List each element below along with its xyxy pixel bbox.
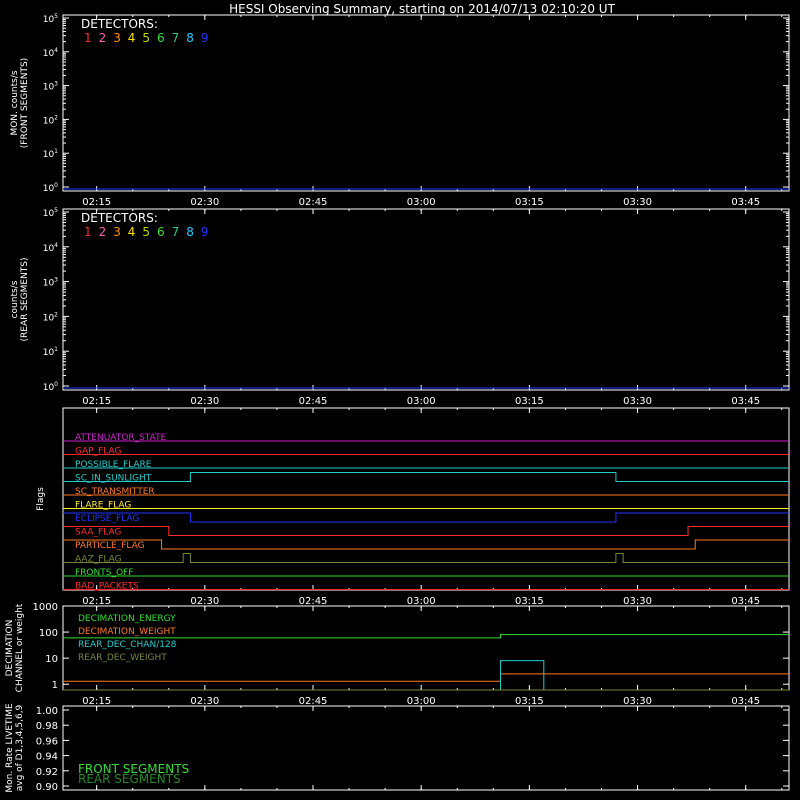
x-tick-label: 02:45 (298, 396, 328, 407)
series-line (63, 661, 789, 690)
y-tick-label: $10^2$ (42, 311, 58, 324)
flag-label: FRONTS_OFF (75, 568, 134, 578)
legend-entry: REAR_DEC_CHAN/128 (78, 640, 177, 650)
legend-detector-4: 4 (127, 225, 136, 239)
y-tick-label: $10^5$ (42, 207, 58, 219)
x-tick-label: 03:45 (731, 396, 761, 407)
legend-detector-2: 2 (98, 31, 107, 45)
flag-label: AAZ_FLAG (75, 554, 122, 565)
x-tick-label: 02:30 (190, 696, 220, 707)
y-axis-label: Flags (36, 487, 46, 511)
x-tick-label: 03:15 (514, 396, 544, 407)
y-axis-label: Mon. Rate LIVETIME (5, 703, 15, 793)
flag-line (63, 473, 789, 482)
flag-label: BAD_PACKETS (75, 581, 139, 592)
x-tick-label: 02:15 (82, 696, 112, 707)
flag-label: ATTENUATOR_STATE (75, 433, 167, 443)
flag-label: FLARE_FLAG (75, 500, 132, 511)
y-tick-label: 0.92 (35, 766, 58, 778)
legend-detector-4: 4 (127, 31, 136, 45)
panel-2 (36, 408, 789, 607)
y-tick-label: $10^1$ (42, 148, 58, 161)
legend-detector-9: 9 (200, 31, 209, 45)
x-tick-label: 03:30 (623, 197, 652, 208)
y-tick-label: 0.96 (35, 736, 58, 748)
panel-4 (5, 703, 789, 793)
x-tick-label: 03:45 (731, 596, 761, 607)
flag-label: POSSIBLE_FLARE (75, 460, 152, 470)
flag-label: ECLIPSE_FLAG (75, 514, 140, 524)
x-tick-label: 02:45 (298, 197, 328, 208)
x-tick-label: 03:00 (406, 596, 436, 607)
legend-detector-5: 5 (142, 31, 151, 45)
legend-detector-8: 8 (186, 225, 194, 239)
x-tick-label: 03:00 (406, 197, 436, 208)
x-tick-label: 02:30 (190, 396, 220, 407)
flag-label: PARTICLE_FLAG (75, 541, 145, 551)
legend-detector-1: 1 (84, 31, 92, 45)
figure-title: HESSI Observing Summary, starting on 2014/07/13 02:10:20 UT (229, 2, 615, 16)
x-tick-label: 02:30 (190, 197, 220, 208)
y-axis-label: counts/s (10, 280, 20, 319)
x-tick-label: 02:30 (190, 596, 220, 607)
legend-entry: REAR SEGMENTS (78, 772, 181, 786)
y-tick-label: 100 (38, 628, 58, 640)
x-tick-label: 02:15 (82, 396, 112, 407)
y-tick-label: $10^3$ (42, 276, 58, 289)
x-tick-label: 03:15 (514, 596, 544, 607)
y-tick-label: $10^2$ (42, 114, 58, 127)
flag-label: SAA_FLAG (75, 527, 122, 538)
flag-line (63, 540, 789, 549)
legend-entry: DECIMATION_WEIGHT (78, 627, 176, 637)
y-tick-label: $10^5$ (42, 13, 58, 25)
legend-title: DETECTORS: (81, 17, 158, 31)
flag-label: SC_TRANSMITTER (75, 487, 155, 497)
legend-detector-7: 7 (171, 31, 180, 45)
y-axis-label: (REAR SEGMENTS) (20, 257, 30, 342)
x-tick-label: 03:45 (731, 197, 761, 208)
legend-entry: DECIMATION_ENERGY (78, 614, 176, 624)
legend-detector-3: 3 (113, 31, 121, 45)
legend-detector-6: 6 (157, 225, 165, 239)
y-axis-label: (FRONT SEGMENTS) (20, 57, 30, 149)
y-tick-label: 0.94 (35, 751, 58, 763)
x-tick-label: 03:30 (623, 596, 652, 607)
legend-detector-1: 1 (84, 225, 92, 239)
y-tick-label: $10^4$ (42, 241, 58, 254)
x-tick-label: 02:15 (82, 197, 112, 208)
panel-0 (10, 13, 789, 208)
y-tick-label: 10 (45, 654, 58, 666)
panel-1 (10, 207, 789, 407)
x-tick-label: 03:15 (514, 197, 544, 208)
legend-detector-9: 9 (200, 225, 209, 239)
x-tick-label: 03:00 (406, 696, 436, 707)
y-tick-label: $10^0$ (42, 381, 58, 393)
legend-detector-6: 6 (157, 31, 165, 45)
flag-line (63, 554, 789, 563)
y-tick-label: 1.00 (35, 706, 58, 717)
y-tick-label: 1000 (32, 602, 58, 613)
y-axis-label: CHANNEL or weight (15, 603, 25, 693)
y-tick-label: $10^3$ (42, 80, 58, 93)
legend-detector-2: 2 (98, 225, 107, 239)
y-axis-label: DECIMATION (5, 619, 15, 677)
flag-line (63, 513, 789, 522)
x-tick-label: 02:45 (298, 596, 328, 607)
x-tick-label: 02:45 (298, 696, 328, 707)
x-tick-label: 03:45 (731, 696, 761, 707)
y-tick-label: $10^1$ (42, 346, 58, 359)
legend-detector-8: 8 (186, 31, 194, 45)
legend-detector-5: 5 (142, 225, 151, 239)
y-tick-label: $10^4$ (42, 46, 58, 59)
y-tick-label: 0.90 (35, 782, 58, 793)
y-tick-label: 0.98 (35, 721, 58, 733)
panel-3 (5, 602, 789, 707)
series-line (63, 674, 789, 681)
x-tick-label: 02:15 (82, 596, 112, 607)
legend-title: DETECTORS: (81, 211, 158, 225)
flag-label: SC_IN_SUNLIGHT (75, 473, 152, 484)
x-tick-label: 03:00 (406, 396, 436, 407)
legend-entry: REAR_DEC_WEIGHT (78, 653, 167, 663)
flag-label: GAP_FLAG (75, 446, 122, 457)
y-axis-label: MON. counts/s (10, 70, 20, 136)
flag-line (63, 527, 789, 536)
legend-detector-7: 7 (171, 225, 180, 239)
x-tick-label: 03:15 (514, 696, 544, 707)
y-axis-label: avg of D1,3,4,5,6,9 (15, 704, 25, 792)
y-tick-label: 1 (51, 680, 58, 692)
legend-entry: FRONT SEGMENTS (78, 762, 190, 776)
x-tick-label: 03:30 (623, 696, 652, 707)
y-tick-label: $10^0$ (42, 182, 58, 194)
x-tick-label: 03:30 (623, 396, 652, 407)
legend-detector-3: 3 (113, 225, 121, 239)
